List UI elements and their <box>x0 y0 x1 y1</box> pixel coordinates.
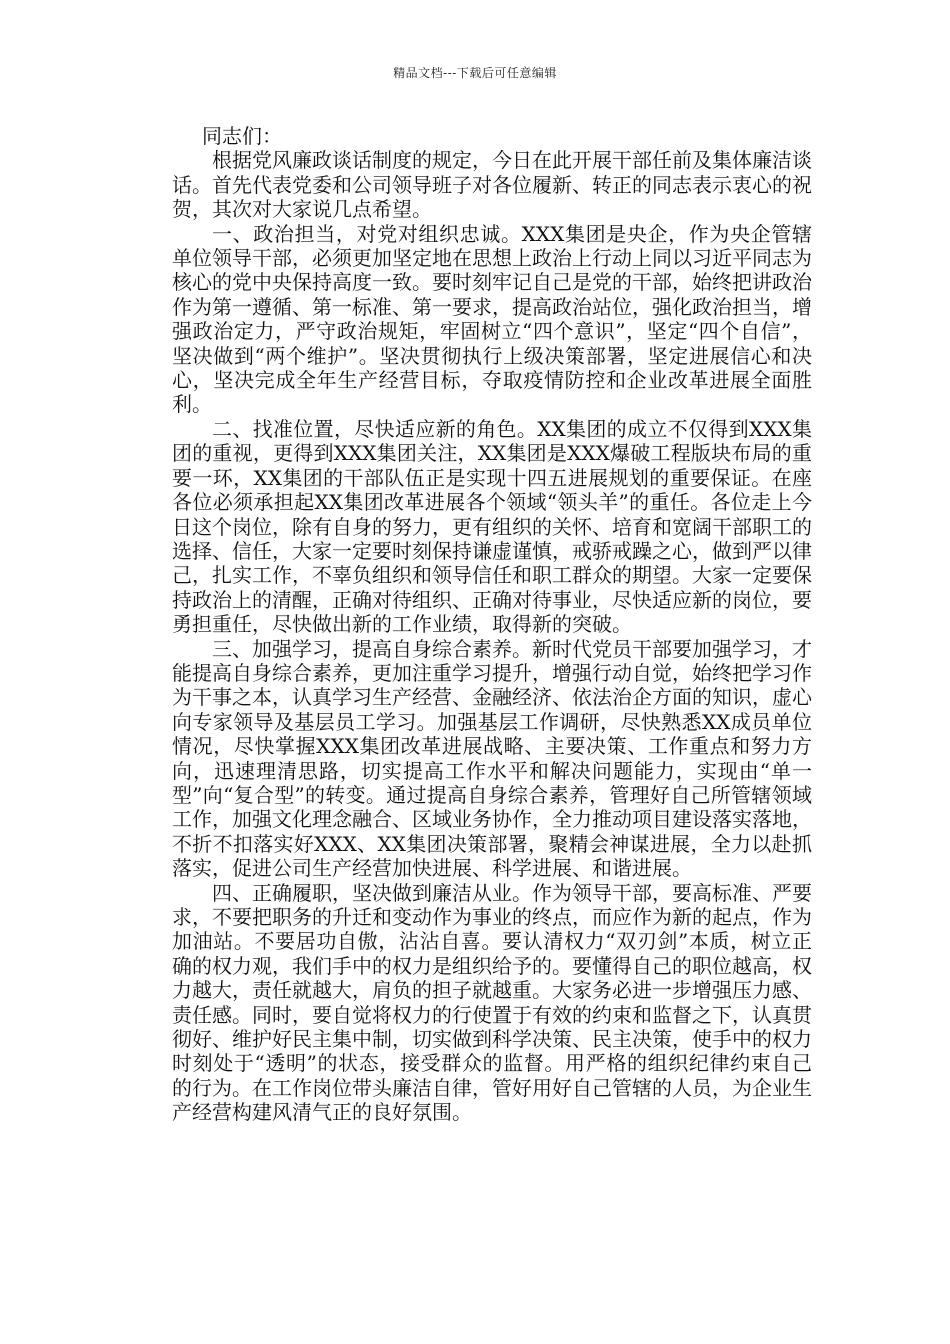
paragraph-new-role: 二、找准位置，尽快适应新的角色。XX集团的成立不仅得到XXX集团的重视，更得到XXX集团关注，XX集团是XXX爆破工程版块布局的重要一环，XX集团的干部队伍正是实现十四五进展规划的重要保证。在座各位必须承担起XX集团改革进展各个领域“领头羊”的重任。各位走上今日这个岗位，除有自身的努力，更有组织的关怀、培育和宽阔干部职工的选择、信任，大家一定要时刻保持谦虚谨慎，戒骄戒躁之心，做到严以律己，扎实工作，不辜负组织和领导信任和职工群众的期望。大家一定要保持政治上的清醒，正确对待组织、正确对待事业，尽快适应新的岗位，要勇担重任，尽快做出新的工作业绩，取得新的突破。 <box>172 416 812 637</box>
paragraph-intro: 根据党风廉政谈话制度的规定，今日在此开展干部任前及集体廉洁谈话。首先代表党委和公司领导班子对各位履新、转正的同志表示衷心的祝贺，其次对大家说几点希望。 <box>172 148 812 222</box>
greeting: 同志们： <box>202 124 282 148</box>
paragraph-learning: 三、加强学习，提高自身综合素养。新时代党员干部要加强学习，才能提高自身综合素养，更加注重学习提升，增强行动自觉，始终把学习作为干事之本，认真学习生产经营、金融经济、依法治企方面的知识，虚心向专家领导及基层员工学习。加强基层工作调研，尽快熟悉XX成员单位情况，尽快掌握XXX集团改革进展战略、主要决策、工作重点和努力方向，迅速理清思路，切实提高工作水平和解决问题能力，实现由“单一型”向“复合型”的转变。通过提高自身综合素养，管理好自己所管辖领域工作，加强文化理念融合、区域业务协作，全力推动项目建设落实落地，不折不扣落实好XXX、XX集团决策部署，聚精会神谋进展，全力以赴抓落实，促进公司生产经营加快进展、科学进展、和谐进展。 <box>172 636 812 881</box>
paragraph-integrity: 四、正确履职，坚决做到廉洁从业。作为领导干部，要高标准、严要求，不要把职务的升迁和变动作为事业的终点，而应作为新的起点，作为加油站。不要居功自傲，沾沾自喜。要认清权力“双刃剑”本质，树立正确的权力观，我们手中的权力是组织给予的。要懂得自己的职位越高，权力越大，责任就越大，肩负的担子就越重。大家务必进一步增强压力感、责任感。同时，要自觉将权力的行使置于有效的约束和监督之下，认真贯彻好、维护好民主集中制，切实做到科学决策、民主决策，使手中的权力时刻处于“透明”的状态，接受群众的监督。用严格的组织纪律约束自己的行为。在工作岗位带头廉洁自律，管好用好自己管辖的人员，为企业生产经营构建风清气正的良好氛围。 <box>172 880 812 1125</box>
document-body <box>172 124 812 1125</box>
page-header: 精品文档---下载后可任意编辑 <box>393 66 557 80</box>
paragraph-political-loyalty: 一、政治担当，对党对组织忠诚。XXX集团是央企，作为央企管辖单位领导干部，必须更加坚定地在思想上政治上行动上同以习近平同志为核心的党中央保持高度一致。要时刻牢记自己是党的干部，始终把讲政治作为第一遵循、第一标准、第一要求，提高政治站位，强化政治担当，增强政治定力，严守政治规矩，牢固树立“四个意识”，坚定“四个自信”，坚决做到“两个维护”。坚决贯彻执行上级决策部署，坚定进展信心和决心，坚决完成全年生产经营目标，夺取疫情防控和企业改革进展全面胜利。 <box>172 221 812 417</box>
